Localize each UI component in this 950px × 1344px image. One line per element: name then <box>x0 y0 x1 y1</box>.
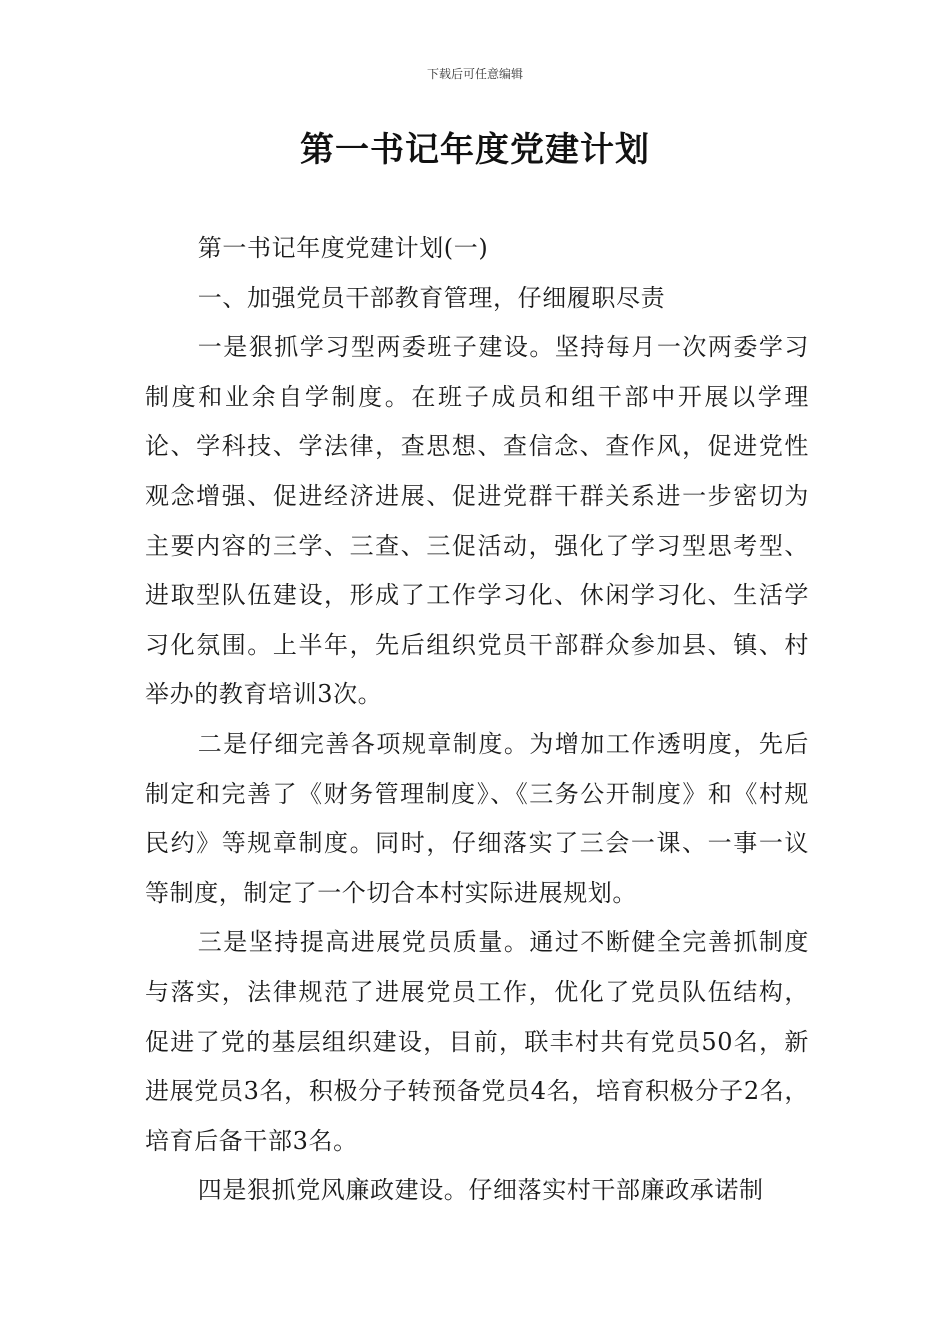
section-heading: 第一书记年度党建计划(一) <box>197 234 489 262</box>
paragraph: 三是坚持提高进展党员质量。通过不断健全完善抓制度与落实，法律规范了进展党员工作，优化了党员队伍结构，促进了党的基层组织建设，目前，联丰村共有党员50名，新进展党员3名，积极分子转预备党员4名，培育积极分子2名，培育后备干部3名。 <box>145 928 809 1155</box>
header-note: 下载后可任意编辑 <box>426 67 523 81</box>
paragraph: 二是仔细完善各项规章制度。为增加工作透明度，先后制定和完善了《财务管理制度》、《三务公开制度》和《村规民约》等规章制度。同时，仔细落实了三会一课、一事一议等制度，制定了一个切合本村实际进展规划。 <box>145 729 809 907</box>
paragraph: 四是狠抓党风廉政建设。仔细落实村干部廉政承诺制 <box>197 1176 764 1205</box>
subsection-heading: 一、加强党员干部教育管理，仔细履职尽责 <box>197 283 666 312</box>
document-body <box>145 224 809 1216</box>
paragraph: 一是狠抓学习型两委班子建设。坚持每月一次两委学习制度和业余自学制度。在班子成员和组干部中开展以学理论、学科技、学法律，查思想、查信念、查作风，促进党性观念增强、促进经济进展、促进党群干群关系进一步密切为主要内容的三学、三查、三促活动，强化了学习型思考型、进取型队伍建设，形成了工作学习化、休闲学习化、生活学习化氛围。上半年，先后组织党员干部群众参加县、镇、村举办的教育培训3次。 <box>145 333 809 709</box>
document-title: 第一书记年度党建计划 <box>300 130 650 170</box>
